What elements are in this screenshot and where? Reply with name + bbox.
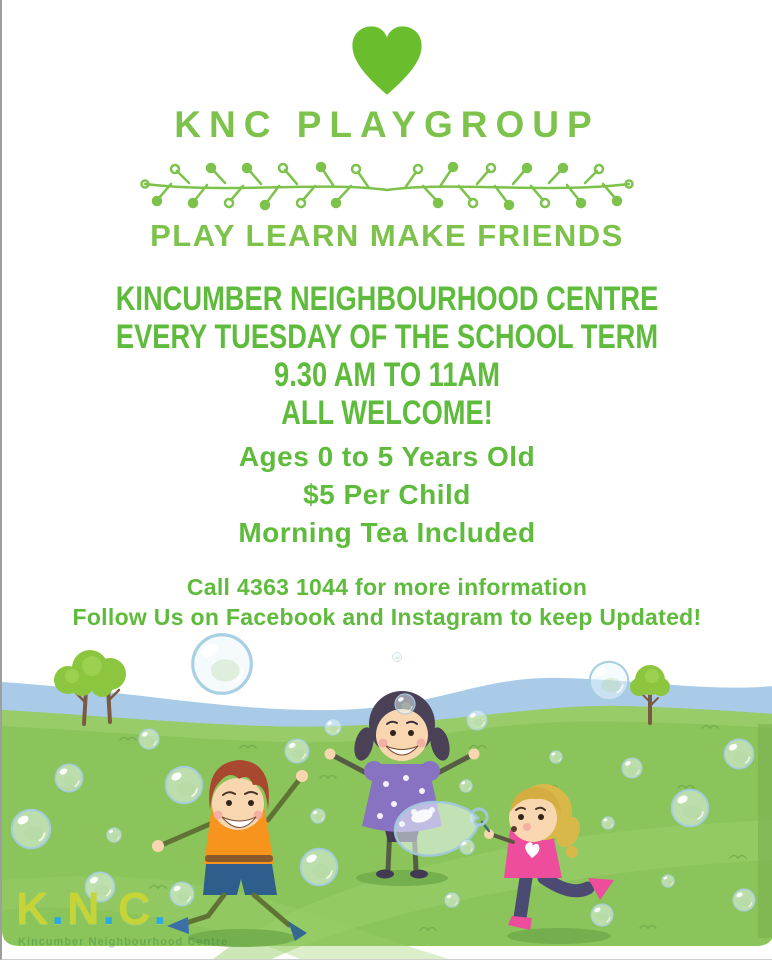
contact-social-line: Follow Us on Facebook and Instagram to keep Updated! — [72, 604, 702, 630]
contact-phone-line: Call 4363 1044 for more information — [186, 574, 588, 600]
detail-venue: KINCUMBER NEIGHBOURHOOD CENTRE — [115, 278, 659, 319]
tagline: PLAY LEARN MAKE FRIENDS — [150, 218, 624, 253]
event-details — [2, 280, 772, 432]
page-title: KNC PLAYGROUP — [174, 104, 600, 145]
detail-day: EVERY TUESDAY OF THE SCHOOL TERM — [115, 316, 659, 357]
heart-icon — [2, 24, 772, 98]
event-info — [2, 438, 772, 552]
knc-watermark-subtext: Kincumber Neighbourhood Centre — [18, 936, 229, 948]
info-price: $5 Per Child — [303, 479, 471, 510]
detail-time: 9.30 AM TO 11AM — [274, 354, 500, 395]
detail-welcome: ALL WELCOME! — [281, 392, 493, 433]
branch-laurel-divider — [2, 160, 772, 212]
knc-watermark: K.N.C. — [16, 883, 170, 934]
info-tea: Morning Tea Included — [238, 517, 536, 548]
contact-block — [2, 572, 772, 632]
info-ages: Ages 0 to 5 Years Old — [238, 441, 536, 472]
